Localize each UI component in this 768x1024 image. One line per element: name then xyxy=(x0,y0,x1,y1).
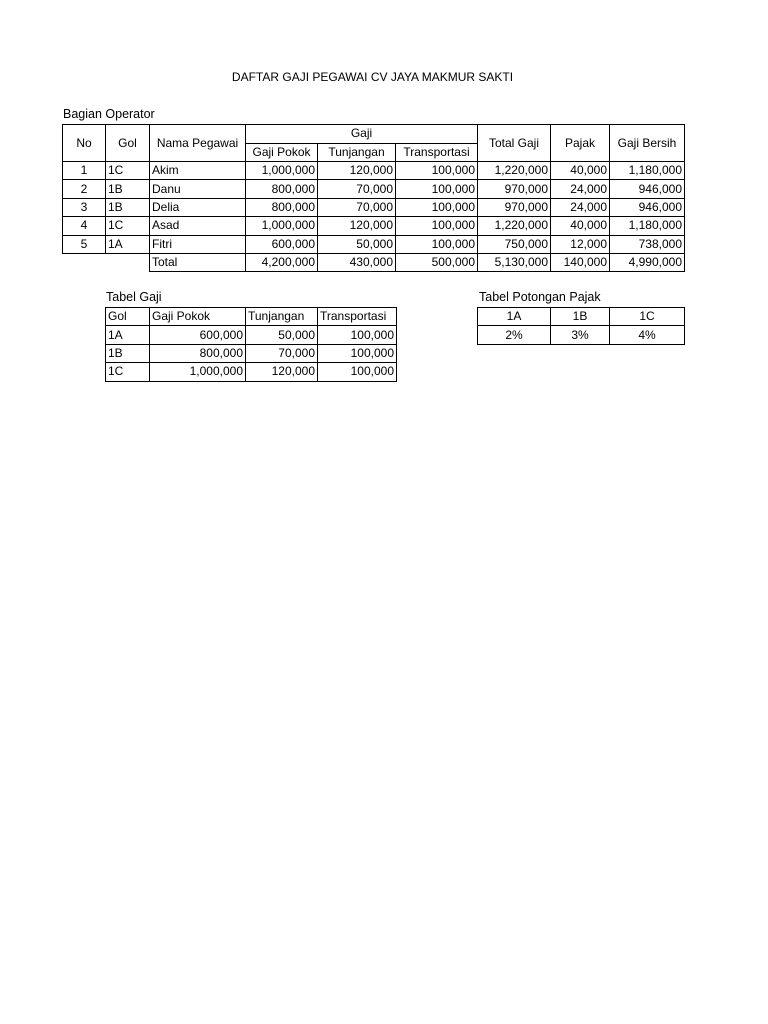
cell-transportasi: 100,000 xyxy=(396,198,478,216)
header-gol: Gol xyxy=(106,125,150,162)
total-gaji-bersih: 4,990,000 xyxy=(610,253,685,271)
table-row xyxy=(63,162,685,180)
cell-gaji-pokok: 1,000,000 xyxy=(150,363,246,381)
tabel-potongan-pajak xyxy=(477,307,685,345)
tabel-gaji-label: Tabel Gaji xyxy=(106,290,162,304)
cell-pajak: 24,000 xyxy=(551,198,610,216)
cell-tunjangan: 70,000 xyxy=(318,198,396,216)
header-transportasi: Transportasi xyxy=(396,143,478,162)
cell-gol: 1C xyxy=(106,363,150,381)
header-no: No xyxy=(63,125,106,162)
cell-gaji-pokok: 1,000,000 xyxy=(246,217,318,235)
cell-tunjangan: 70,000 xyxy=(246,344,318,362)
cell-gaji-bersih: 738,000 xyxy=(610,235,685,253)
cell-transportasi: 100,000 xyxy=(396,217,478,235)
header-gol: Gol xyxy=(106,308,150,326)
cell-tunjangan: 120,000 xyxy=(318,162,396,180)
cell-transportasi: 100,000 xyxy=(318,344,397,362)
total-label: Total xyxy=(150,253,246,271)
cell-total-gaji: 970,000 xyxy=(478,198,551,216)
header-gaji-pokok: Gaji Pokok xyxy=(246,143,318,162)
cell-gol: 1B xyxy=(106,180,150,198)
cell-transportasi: 100,000 xyxy=(318,363,397,381)
table-row xyxy=(106,363,397,381)
table-row xyxy=(63,180,685,198)
cell-tunjangan: 120,000 xyxy=(246,363,318,381)
cell-pajak-1a: 2% xyxy=(478,326,551,344)
empty-cell xyxy=(63,253,106,271)
cell-tunjangan: 50,000 xyxy=(318,235,396,253)
cell-nama: Delia xyxy=(150,198,246,216)
cell-gaji-bersih: 946,000 xyxy=(610,198,685,216)
table-row xyxy=(63,235,685,253)
cell-transportasi: 100,000 xyxy=(396,180,478,198)
table-row xyxy=(106,344,397,362)
cell-tunjangan: 120,000 xyxy=(318,217,396,235)
header-pajak: Pajak xyxy=(551,125,610,162)
cell-gol: 1A xyxy=(106,235,150,253)
cell-gaji-pokok: 800,000 xyxy=(246,198,318,216)
cell-gol: 1B xyxy=(106,344,150,362)
table-row xyxy=(63,217,685,235)
cell-nama: Asad xyxy=(150,217,246,235)
cell-tunjangan: 50,000 xyxy=(246,326,318,344)
header-transportasi: Transportasi xyxy=(318,308,397,326)
table-row xyxy=(478,326,685,344)
cell-pajak-1c: 4% xyxy=(610,326,685,344)
cell-gaji-bersih: 1,180,000 xyxy=(610,217,685,235)
header-nama-pegawai: Nama Pegawai xyxy=(150,125,246,162)
cell-nama: Akim xyxy=(150,162,246,180)
header-tunjangan: Tunjangan xyxy=(318,143,396,162)
tabel-gaji xyxy=(105,307,397,382)
section-label: Bagian Operator xyxy=(63,107,155,121)
header-tunjangan: Tunjangan xyxy=(246,308,318,326)
total-transportasi: 500,000 xyxy=(396,253,478,271)
cell-tunjangan: 70,000 xyxy=(318,180,396,198)
cell-gaji-pokok: 1,000,000 xyxy=(246,162,318,180)
total-row xyxy=(63,253,685,271)
cell-gaji-pokok: 600,000 xyxy=(150,326,246,344)
total-total-gaji: 5,130,000 xyxy=(478,253,551,271)
cell-pajak-1b: 3% xyxy=(551,326,610,344)
table-row xyxy=(106,326,397,344)
total-tunjangan: 430,000 xyxy=(318,253,396,271)
cell-gaji-bersih: 1,180,000 xyxy=(610,162,685,180)
header-1b: 1B xyxy=(551,308,610,326)
total-pajak: 140,000 xyxy=(551,253,610,271)
cell-no: 1 xyxy=(63,162,106,180)
salary-table xyxy=(62,124,685,272)
page-title: DAFTAR GAJI PEGAWAI CV JAYA MAKMUR SAKTI xyxy=(231,70,514,84)
cell-total-gaji: 1,220,000 xyxy=(478,217,551,235)
cell-nama: Danu xyxy=(150,180,246,198)
header-gaji-group: Gaji xyxy=(246,125,478,144)
cell-pajak: 12,000 xyxy=(551,235,610,253)
cell-transportasi: 100,000 xyxy=(396,235,478,253)
cell-gaji-pokok: 800,000 xyxy=(150,344,246,362)
empty-cell xyxy=(106,253,150,271)
header-gaji-pokok: Gaji Pokok xyxy=(150,308,246,326)
header-total-gaji: Total Gaji xyxy=(478,125,551,162)
cell-gaji-bersih: 946,000 xyxy=(610,180,685,198)
header-1c: 1C xyxy=(610,308,685,326)
cell-gaji-pokok: 800,000 xyxy=(246,180,318,198)
cell-pajak: 40,000 xyxy=(551,162,610,180)
header-1a: 1A xyxy=(478,308,551,326)
cell-gol: 1B xyxy=(106,198,150,216)
cell-transportasi: 100,000 xyxy=(318,326,397,344)
cell-gol: 1A xyxy=(106,326,150,344)
cell-no: 2 xyxy=(63,180,106,198)
cell-no: 5 xyxy=(63,235,106,253)
cell-nama: Fitri xyxy=(150,235,246,253)
cell-total-gaji: 970,000 xyxy=(478,180,551,198)
cell-total-gaji: 1,220,000 xyxy=(478,162,551,180)
cell-total-gaji: 750,000 xyxy=(478,235,551,253)
cell-gaji-pokok: 600,000 xyxy=(246,235,318,253)
cell-gol: 1C xyxy=(106,162,150,180)
cell-pajak: 24,000 xyxy=(551,180,610,198)
cell-transportasi: 100,000 xyxy=(396,162,478,180)
header-gaji-bersih: Gaji Bersih xyxy=(610,125,685,162)
cell-pajak: 40,000 xyxy=(551,217,610,235)
cell-gol: 1C xyxy=(106,217,150,235)
cell-no: 3 xyxy=(63,198,106,216)
cell-no: 4 xyxy=(63,217,106,235)
table-row xyxy=(63,198,685,216)
tabel-pajak-label: Tabel Potongan Pajak xyxy=(479,290,601,304)
total-gaji-pokok: 4,200,000 xyxy=(246,253,318,271)
